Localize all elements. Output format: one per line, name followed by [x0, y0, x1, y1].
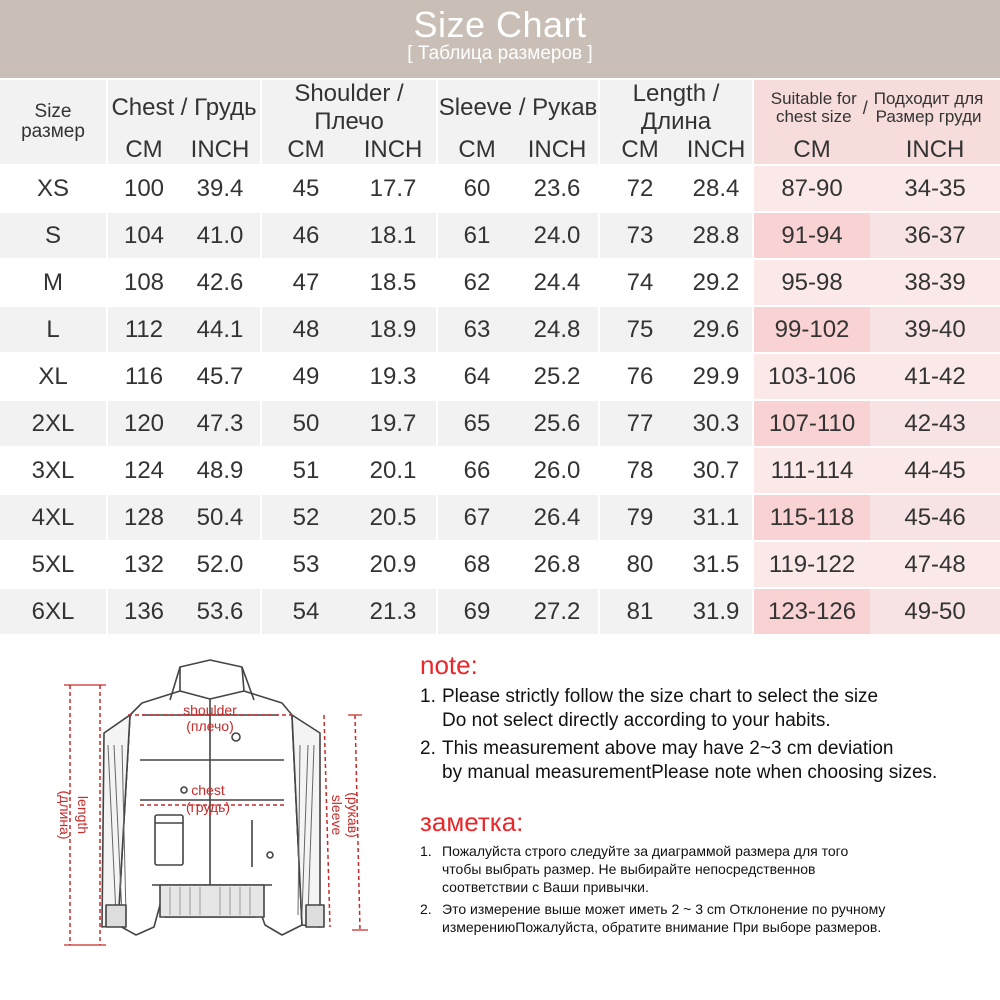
measure-cell: 47.3 — [180, 401, 260, 446]
note-line: Please strictly follow the size chart to select the size — [442, 686, 879, 707]
measure-cell: 66 — [436, 448, 516, 493]
measure-cell: 77 — [598, 401, 680, 446]
unit-inch: INCH — [870, 136, 1000, 164]
note-line: by manual measurementPlease note when choosing sizes. — [442, 762, 938, 783]
note-line: Это измерение выше может иметь 2 ~ 3 cm Отклонение по ручному — [442, 901, 886, 917]
measure-cell: 120 — [106, 401, 180, 446]
note-text — [442, 737, 937, 785]
sleeve-label: sleeve — [329, 794, 345, 836]
note-item — [420, 900, 1000, 936]
note-item — [420, 685, 1000, 733]
measure-cell: 60 — [436, 166, 516, 211]
measure-cell: 73 — [598, 213, 680, 258]
measure-cell: 100 — [106, 166, 180, 211]
unit-cm: CM — [436, 136, 516, 164]
measure-cell: 25.2 — [533, 362, 581, 390]
measure-cell: 45.7 — [196, 362, 244, 390]
suitable-chest-cell: 45-46 — [870, 495, 1000, 540]
measure-cell: 61 — [436, 213, 516, 258]
unit-cm: CM — [106, 136, 180, 164]
measure-cell: 48.9 — [196, 456, 244, 484]
chest-label: chest — [191, 782, 225, 798]
suitable-chest-cell: 38-39 — [870, 260, 1000, 305]
measure-cell: 27.2 — [516, 589, 598, 634]
measure-cell: 18.5 — [369, 268, 417, 296]
measure-cell: 30.7 — [692, 456, 740, 484]
measure-cell: 50 — [260, 401, 350, 446]
shoulder-label-ru: (плечо) — [186, 718, 234, 734]
measure-cell: 124 — [106, 448, 180, 493]
suitable-chest-cell: 123-126 — [752, 589, 870, 634]
unit-inch: INCH — [516, 136, 598, 164]
note-line: This measurement above may have 2~3 cm deviation — [442, 738, 894, 759]
shoulder-label: shoulder — [183, 702, 237, 718]
measure-cell: 18.9 — [350, 307, 436, 352]
measure-cell: 21.3 — [350, 589, 436, 634]
suitable-chest-cell: 103-106 — [752, 354, 870, 399]
col-chest-header: Chest / Грудь — [106, 80, 260, 136]
size-label: M — [43, 268, 63, 296]
col-size-header: Size размер — [0, 80, 106, 164]
note-text — [442, 900, 885, 936]
col-length-header: Length / Длина — [598, 80, 752, 136]
measure-cell: 24.4 — [533, 268, 581, 296]
size-label: XL — [38, 362, 68, 390]
note-item — [420, 842, 1000, 896]
note-item — [420, 737, 1000, 785]
suitable-chest-cell: 39-40 — [870, 307, 1000, 352]
measure-cell: 29.6 — [680, 307, 752, 352]
measure-cell: 104 — [106, 213, 180, 258]
measure-cell: 30.3 — [680, 401, 752, 446]
table-row — [0, 495, 1000, 540]
measure-cell: 28.4 — [692, 174, 740, 202]
col-sleeve-header: Sleeve / Рукав — [436, 80, 598, 136]
measure-cell: 67 — [436, 495, 516, 540]
measure-cell: 47 — [260, 260, 350, 305]
measure-cell: 45 — [260, 166, 350, 211]
notes-ru — [420, 842, 1000, 936]
measure-cell: 31.9 — [680, 589, 752, 634]
measure-cell: 69 — [436, 589, 516, 634]
measure-cell: 72 — [598, 166, 680, 211]
suitable-chest-cell: 49-50 — [870, 589, 1000, 634]
suitable-chest-cell: 87-90 — [752, 166, 870, 211]
suitable-chest-cell: 95-98 — [752, 260, 870, 305]
length-label-ru: (длина) — [57, 790, 73, 840]
measure-cell: 26.4 — [516, 495, 598, 540]
measure-cell: 28.8 — [680, 213, 752, 258]
size-label: 2XL — [0, 401, 106, 446]
note-line: измерениюПожалуйста, обратите внимание При выборе размеров. — [442, 919, 882, 935]
measure-cell: 26.8 — [533, 550, 581, 578]
size-label: 4XL — [0, 495, 106, 540]
measure-cell: 51 — [260, 448, 350, 493]
col-shoulder-header: Shoulder / Плечо — [260, 80, 436, 136]
table-row — [0, 166, 1000, 211]
measure-cell: 53.6 — [180, 589, 260, 634]
measure-cell: 112 — [106, 307, 180, 352]
table-row — [0, 260, 1000, 305]
suitable-chest-cell: 41-42 — [870, 354, 1000, 399]
measure-cell: 23.6 — [533, 174, 581, 202]
measure-cell: 24.0 — [516, 213, 598, 258]
measure-cell: 20.1 — [369, 456, 417, 484]
col-suitable-header: Suitable for chest size / Подходит для Размер груди — [752, 80, 1000, 136]
unit-inch: INCH — [680, 136, 752, 164]
measure-cell: 19.7 — [350, 401, 436, 446]
suitable-chest-cell: 99-102 — [752, 307, 870, 352]
measure-cell: 81 — [598, 589, 680, 634]
measure-cell: 64 — [436, 354, 516, 399]
measure-cell: 18.1 — [350, 213, 436, 258]
table-row — [0, 401, 1000, 446]
measure-cell: 44.1 — [180, 307, 260, 352]
measure-cell: 128 — [106, 495, 180, 540]
measure-cell: 52 — [260, 495, 350, 540]
size-label: L — [0, 307, 106, 352]
suitable-chest-cell: 115-118 — [752, 495, 870, 540]
suitable-chest-cell: 111-114 — [752, 448, 870, 493]
unit-cm: CM — [752, 136, 870, 164]
table-row — [0, 307, 1000, 352]
measure-cell: 20.5 — [350, 495, 436, 540]
measure-cell: 136 — [106, 589, 180, 634]
length-label: length — [75, 795, 91, 835]
measure-cell: 31.1 — [680, 495, 752, 540]
note-text — [442, 685, 878, 733]
jacket-diagram — [30, 655, 390, 975]
measure-cell: 108 — [106, 260, 180, 305]
size-label: 5XL — [31, 550, 75, 578]
note-line: чтобы выбрать размер. Не выбирайте непосредственнов — [442, 861, 816, 877]
note-number: 1. — [420, 686, 436, 707]
note-number: 2. — [420, 738, 436, 759]
measure-cell: 52.0 — [196, 550, 244, 578]
table-row — [0, 213, 1000, 258]
measure-cell: 46 — [260, 213, 350, 258]
measure-cell: 78 — [598, 448, 680, 493]
measure-cell: 25.6 — [516, 401, 598, 446]
table-row — [0, 448, 1000, 493]
suitable-chest-cell: 119-122 — [752, 542, 870, 587]
page-title: Size Chart — [413, 4, 587, 45]
table-body — [0, 164, 1000, 634]
suitable-chest-cell: 42-43 — [870, 401, 1000, 446]
note-number: 1. — [420, 843, 432, 859]
measure-cell: 76 — [598, 354, 680, 399]
size-label: 6XL — [0, 589, 106, 634]
measure-cell: 49 — [260, 354, 350, 399]
table-header — [0, 80, 1000, 164]
measure-cell: 19.3 — [369, 362, 417, 390]
suitable-chest-cell: 107-110 — [752, 401, 870, 446]
note-title-ru: заметка: — [420, 807, 524, 837]
measure-cell: 54 — [260, 589, 350, 634]
measure-cell: 39.4 — [196, 174, 244, 202]
measure-cell: 80 — [598, 542, 680, 587]
measure-cell: 26.0 — [533, 456, 581, 484]
unit-cm: CM — [260, 136, 350, 164]
measure-cell: 53 — [260, 542, 350, 587]
note-line: Do not select directly according to your habits. — [442, 710, 831, 731]
measure-cell: 75 — [598, 307, 680, 352]
note-text — [442, 842, 848, 896]
size-label: 3XL — [31, 456, 75, 484]
measure-cell: 29.9 — [692, 362, 740, 390]
measure-cell: 20.9 — [369, 550, 417, 578]
measure-cell: 31.5 — [692, 550, 740, 578]
table-row — [0, 589, 1000, 634]
table-row — [0, 354, 1000, 399]
measure-cell: 42.6 — [196, 268, 244, 296]
size-label: XS — [36, 174, 69, 202]
measure-cell: 132 — [106, 542, 180, 587]
unit-inch: INCH — [350, 136, 436, 164]
size-table — [0, 80, 1000, 634]
unit-cm: CM — [598, 136, 680, 164]
measure-cell: 62 — [436, 260, 516, 305]
note-line: соответствии с Ваши привычки. — [442, 879, 649, 895]
measure-cell: 41.0 — [180, 213, 260, 258]
measure-cell: 17.7 — [369, 174, 417, 202]
suitable-chest-cell: 44-45 — [870, 448, 1000, 493]
note-line: Пожалуйста строго следуйте за диаграммой размера для того — [442, 843, 849, 859]
measure-cell: 29.2 — [692, 268, 740, 296]
measure-cell: 50.4 — [180, 495, 260, 540]
suitable-chest-cell: 34-35 — [870, 166, 1000, 211]
sleeve-label-ru: (рукав) — [345, 792, 361, 838]
size-label: S — [0, 213, 106, 258]
measure-cell: 74 — [598, 260, 680, 305]
notes-en — [420, 685, 1000, 785]
measure-cell: 65 — [436, 401, 516, 446]
note-title-en: note: — [420, 650, 478, 680]
page-subtitle: [ Таблица размеров ] — [407, 43, 593, 64]
unit-inch: INCH — [180, 136, 260, 164]
chest-label-ru: (грудь) — [185, 799, 231, 815]
suitable-chest-cell: 36-37 — [870, 213, 1000, 258]
chart-header — [0, 0, 1000, 78]
suitable-chest-cell: 47-48 — [870, 542, 1000, 587]
measure-cell: 63 — [436, 307, 516, 352]
measure-cell: 68 — [436, 542, 516, 587]
table-row — [0, 542, 1000, 587]
measure-cell: 24.8 — [516, 307, 598, 352]
notes-panel — [420, 650, 1000, 936]
measure-cell: 48 — [260, 307, 350, 352]
suitable-chest-cell: 91-94 — [752, 213, 870, 258]
measure-cell: 116 — [106, 354, 180, 399]
note-number: 2. — [420, 901, 432, 917]
measure-cell: 79 — [598, 495, 680, 540]
